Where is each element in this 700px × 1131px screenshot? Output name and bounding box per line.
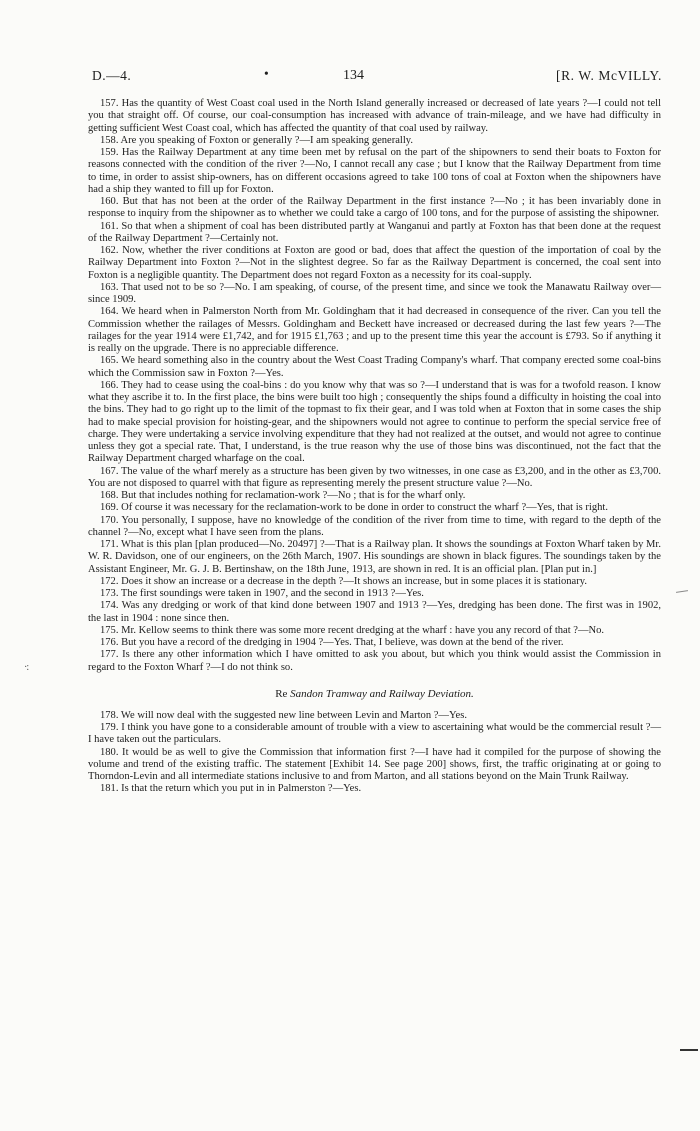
question-answer: 173. The first soundings were taken in 1907, and the second in 1913 ?—Yes. xyxy=(100,588,424,599)
question-answer: 168. But that includes nothing for reclamation-work ?—No ; that is for the wharf only. xyxy=(100,490,466,501)
section-prefix: Re xyxy=(275,687,288,700)
questions-sandon-deviation xyxy=(88,710,661,796)
margin-scan-stroke xyxy=(676,590,688,593)
question-answer: 158. Are you speaking of Foxton or generally ?—I am speaking generally. xyxy=(100,134,414,146)
question-answer: 179. I think you have gone to a considerable amount of trouble with a view to ascertaining what would be the commercial result ?—I have taken out the particulars. xyxy=(88,722,661,746)
question-answer: 175. Mr. Kellow seems to think there was some more recent dredging at the wharf : have you any record of that ?—No. xyxy=(100,624,605,636)
question-answer: 162. Now, whether the river conditions at Foxton are good or bad, does that affect the question of the importation of coal by the Railway Department into Foxton ?—Not in the slightest degree. So far as the Railway Department is concerned, the coal sent into Foxton is a negligible quantity. The Department does not regard Foxton as a necessity for its coal-supply. xyxy=(88,245,661,281)
question-answer: 169. Of course it was necessary for the reclamation-work to be done in order to construct the wharf ?—Yes, that is right. xyxy=(100,502,608,514)
evidence-body xyxy=(88,98,661,796)
question-answer: 174. Was any dredging or work of that kind done between 1907 and 1913 ?—Yes, dredging has been done. The first was in 1902, the last in 1904 : none since then. xyxy=(88,600,661,624)
witness-name: [R. W. McVILLY. xyxy=(555,68,662,83)
question-answer: 167. The value of the wharf merely as a structure has been given by two witnesses, in one case as £3,200, and in the other as £3,700. You are not disposed to quarrel with that figure as representing merely the present structure value ?—No. xyxy=(88,465,661,489)
questions-foxton-wharf xyxy=(88,98,661,674)
page-number: 134 xyxy=(343,68,364,83)
margin-scan-dash xyxy=(680,1049,698,1051)
question-answer: 176. But you have a record of the dredging in 1904 ?—Yes. That, I believe, was down at the bend of the river. xyxy=(100,637,564,648)
question-answer: 159. Has the Railway Department at any time been met by refusal on the part of the shipowners to send their boats to Foxton for reasons connected with the condition of the river ?—No, I cannot recall any case ; but I know that the Railway Department from time to time, in order to assist ship-owners, has on different occasions agreed to take 100 tons of coal at Foxton when the shipowners have had a ship they wanted to fill up for Foxton. xyxy=(88,147,661,195)
question-answer: 157. Has the quantity of West Coast coal used in the North Island generally increased or decreased of late years ?—I could not tell you that straight off. Of course, our coal-consumption has increased with advance of train-mileage, and we have had difficulty in getting sufficient West Coast coal, which has affected the quantity of that coal used by railway. xyxy=(88,98,661,134)
section-heading xyxy=(88,688,661,701)
question-answer: 161. So that when a shipment of coal has been distributed partly at Wanganui and partly at Foxton has that been done at the request of the Railway Department ?—Certainly not. xyxy=(88,220,661,244)
question-answer: 170. You personally, I suppose, have no knowledge of the condition of the river from time to time, with regard to the depth of the channel ?—No, except what I have seen from the plans. xyxy=(88,514,661,538)
question-answer: 166. They had to cease using the coal-bins : do you know why that was so ?—I understand that is was for a twofold reason. I know what they ascribe it to. In the first place, the bins were built too high ; consequently the ships found a difficulty in hoisting the coal into the bins. They had to go right up to the limit of the topmast to fix their gear, and I was told when at Foxton that in some cases the ship had to make special provision for hoisting-gear, and the shipowners would not agree to continue to perform the special service free of charge. They were undertaking a service involving expenditure that they had not realized at the outset, and would not agree to continue unless they got a special rate. That, I understand, is the true reason why the use of those bins was discontinued, not the fact that the Railway Department charged wharfage on the coal. xyxy=(88,379,661,465)
question-answer: 163. That used not to be so ?—No. I am speaking, of course, of the present time, and since we took the Manawatu Railway over—since 1909. xyxy=(88,281,661,305)
question-answer: 172. Does it show an increase or a decrease in the depth ?—It shows an increase, but in some places it is stationary. xyxy=(100,575,587,587)
question-answer: 178. We will now deal with the suggested new line between Levin and Marton ?—Yes. xyxy=(100,709,467,721)
section-title: Sandon Tramway and Railway Deviation. xyxy=(290,687,474,700)
header-dot: • xyxy=(264,66,269,81)
document-reference: D.—4. xyxy=(92,68,132,83)
question-answer: 165. We heard something also in the country about the West Coast Trading Company's wharf. That company erected some coal-bins which the Commission saw in Foxton ?—Yes. xyxy=(88,355,661,379)
question-answer: 177. Is there any other information which I have omitted to ask you about, but which you think would assist the Commission in regard to the Foxton Wharf ?—I do not think so. xyxy=(88,649,661,673)
question-answer: 180. It would be as well to give the Commission that information first ?—I have had it compiled for the purpose of showing the volume and trend of the existing traffic. The statement [Exhibit 14. See page 200] shows, first, the traffic originating at or going to Thorndon-Levin and all intermediate stations inclusive to and from Marton, and all stations beyond on the Main Trunk Railway. xyxy=(88,746,661,782)
question-answer: 164. We heard when in Palmerston North from Mr. Goldingham that it had decreased in consequence of the river. Can you tell the Commission whether the railages of Messrs. Goldingham and Beckett have increased or decreased during the last few years ?—The railages for the year 1914 were £1,742, and for 1915 £1,763 ; and up to the present time this year the account is £793. So if anything it is really on the upgrade. There is no appreciable difference. xyxy=(88,306,661,354)
margin-scan-mark: ·: xyxy=(24,662,29,673)
question-answer: 171. What is this plan [plan produced—No. 20497] ?—That is a Railway plan. It shows the soundings at Foxton Wharf taken by Mr. W. R. Davidson, one of our engineers, on the 26th March, 1907. His soundings are shown in black figures. The soundings taken by the Assistant Engineer, Mr. G. J. B. Bertinshaw, on the 18th June, 1913, are shown in red. It is an official plan. [Plan put in.] xyxy=(88,539,661,575)
page-header xyxy=(92,68,662,86)
question-answer: 181. Is that the return which you put in in Palmerston ?—Yes. xyxy=(100,783,362,795)
question-answer: 160. But that has not been at the order of the Railway Department in the first instance ?—No ; it has been invariably done in response to inquiry from the shipowner as to whether we could take a cargo of 100 tons, and for the purpose of assisting the shipowner. xyxy=(88,196,661,220)
